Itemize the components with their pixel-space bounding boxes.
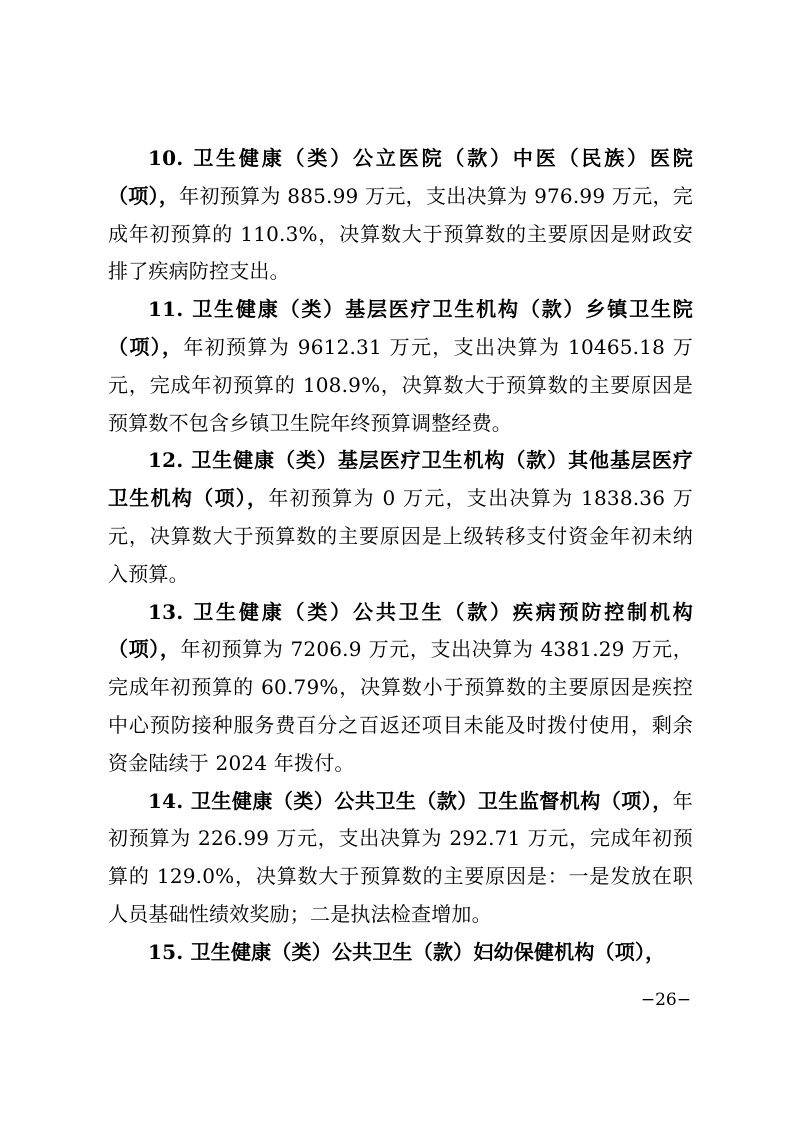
paragraph-heading: 10. 卫生健康（类）公立医院（款）中医（民族）医院（项），	[108, 146, 693, 208]
paragraph-heading: 11. 卫生健康（类）基层医疗卫生机构（款）乡镇卫生院（项），	[108, 297, 693, 359]
paragraph-item-15	[108, 934, 693, 972]
paragraph-text: 年初预算为 226.99 万元，支出决算为 292.71 万元，完成年初预算的 129.0%，决算数大于预算数的主要原因是：一是发放在职人员基础性绩效奖励；二是执法检查增加。	[108, 788, 693, 926]
paragraph-item-14	[108, 783, 693, 934]
document-body	[108, 140, 693, 972]
paragraph-item-11	[108, 291, 693, 442]
paragraph-text: 年初预算为 9612.31 万元，支出决算为 10465.18 万元，完成年初预算的 108.9%，决算数大于预算数的主要原因是预算数不包含乡镇卫生院年终预算调整经费。	[108, 334, 693, 435]
paragraph-heading: 13. 卫生健康（类）公共卫生（款）疾病预防控制机构（项），	[108, 599, 693, 662]
paragraph-heading: 12. 卫生健康（类）基层医疗卫生机构（款）其他基层医疗卫生机构（项），	[108, 448, 693, 511]
paragraph-heading: 14. 卫生健康（类）公共卫生（款）卫生监督机构（项），	[148, 788, 673, 813]
paragraph-text: 年初预算为 7206.9 万元，支出决算为 4381.29 万元，完成年初预算的 60.79%，决算数小于预算数的主要原因是疾控中心预防接种服务费百分之百返还项目未能及时拨付使用，剩余资金陆续于 2024 年拨付。	[108, 637, 693, 775]
paragraph-item-13	[108, 594, 693, 783]
paragraph-text: 年初预算为 885.99 万元，支出决算为 976.99 万元，完成年初预算的 110.3%，决算数大于预算数的主要原因是财政安排了疾病防控支出。	[108, 183, 693, 284]
paragraph-text: 年初预算为 0 万元，支出决算为 1838.36 万元，决算数大于预算数的主要原因是上级转移支付资金年初未纳入预算。	[108, 486, 694, 586]
paragraph-heading: 15. 卫生健康（类）公共卫生（款）妇幼保健机构（项），	[148, 939, 666, 964]
paragraph-item-10	[108, 140, 693, 291]
paragraph-item-12	[108, 442, 693, 593]
page-number: −26−	[640, 990, 691, 1010]
